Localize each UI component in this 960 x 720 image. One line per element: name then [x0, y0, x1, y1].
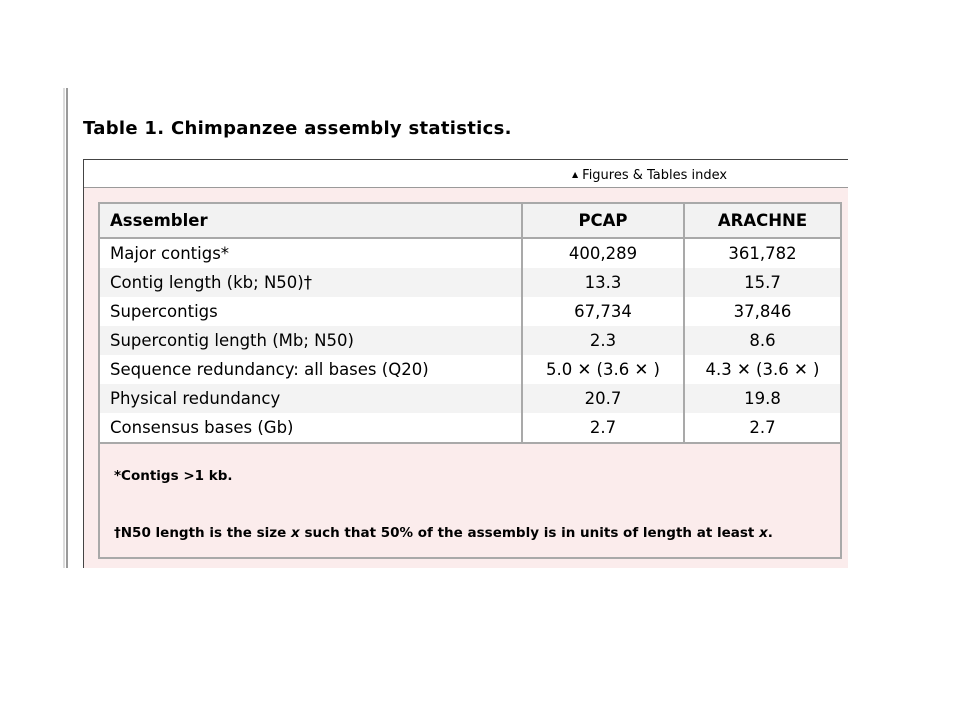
footnote-n50-prefix: †N50 length is the size: [114, 525, 292, 541]
pcap-value: 13.3: [522, 268, 684, 297]
column-header-assembler: Assembler: [100, 204, 522, 238]
column-header-arachne: ARACHNE: [684, 204, 840, 238]
arachne-value: 4.3 ✕ (3.6 ✕ ): [684, 355, 840, 384]
pcap-value: 67,734: [522, 297, 684, 326]
arachne-value: 361,782: [684, 238, 840, 268]
row-label: Supercontigs: [100, 297, 522, 326]
pcap-value: 5.0 ✕ (3.6 ✕ ): [522, 355, 684, 384]
row-label: Sequence redundancy: all bases (Q20): [100, 355, 522, 384]
pcap-value: 2.3: [522, 326, 684, 355]
row-label: Physical redundancy: [100, 384, 522, 413]
table-row: [100, 297, 840, 326]
left-border-dark: [66, 88, 68, 568]
footnote-n50-variable: x: [291, 525, 300, 541]
table-panel: [83, 159, 848, 568]
pcap-value: 20.7: [522, 384, 684, 413]
row-label: Major contigs*: [100, 238, 522, 268]
figures-tables-index-label: Figures & Tables index: [582, 168, 728, 183]
table-header-row: [100, 204, 840, 238]
table-row: [100, 413, 840, 443]
figures-tables-index-link[interactable]: [572, 168, 727, 183]
arachne-value: 15.7: [684, 268, 840, 297]
table-caption: Table 1. Chimpanzee assembly statistics.: [83, 118, 512, 139]
table-row: [100, 384, 840, 413]
footnote-n50: [114, 525, 773, 541]
row-label: Supercontig length (Mb; N50): [100, 326, 522, 355]
row-label: Consensus bases (Gb): [100, 413, 522, 443]
left-border-light: [63, 88, 65, 568]
footnote-n50-middle: such that 50% of the assembly is in units of length at least: [299, 525, 760, 541]
table-row: [100, 238, 840, 268]
footnote-contigs: *Contigs >1 kb.: [114, 468, 233, 484]
pcap-value: 400,289: [522, 238, 684, 268]
statistics-table: [100, 204, 840, 444]
pcap-value: 2.7: [522, 413, 684, 443]
arachne-value: 8.6: [684, 326, 840, 355]
footnote-n50-suffix: .: [767, 525, 773, 541]
footnote-n50-variable: x: [759, 525, 768, 541]
row-label: Contig length (kb; N50)†: [100, 268, 522, 297]
table-row: [100, 268, 840, 297]
table-row: [100, 326, 840, 355]
arachne-value: 37,846: [684, 297, 840, 326]
table-row: [100, 355, 840, 384]
arachne-value: 19.8: [684, 384, 840, 413]
table-nav-bar: [84, 160, 848, 188]
up-triangle-icon: ▲: [572, 170, 579, 179]
statistics-table-box: [98, 202, 842, 559]
arachne-value: 2.7: [684, 413, 840, 443]
column-header-pcap: PCAP: [522, 204, 684, 238]
